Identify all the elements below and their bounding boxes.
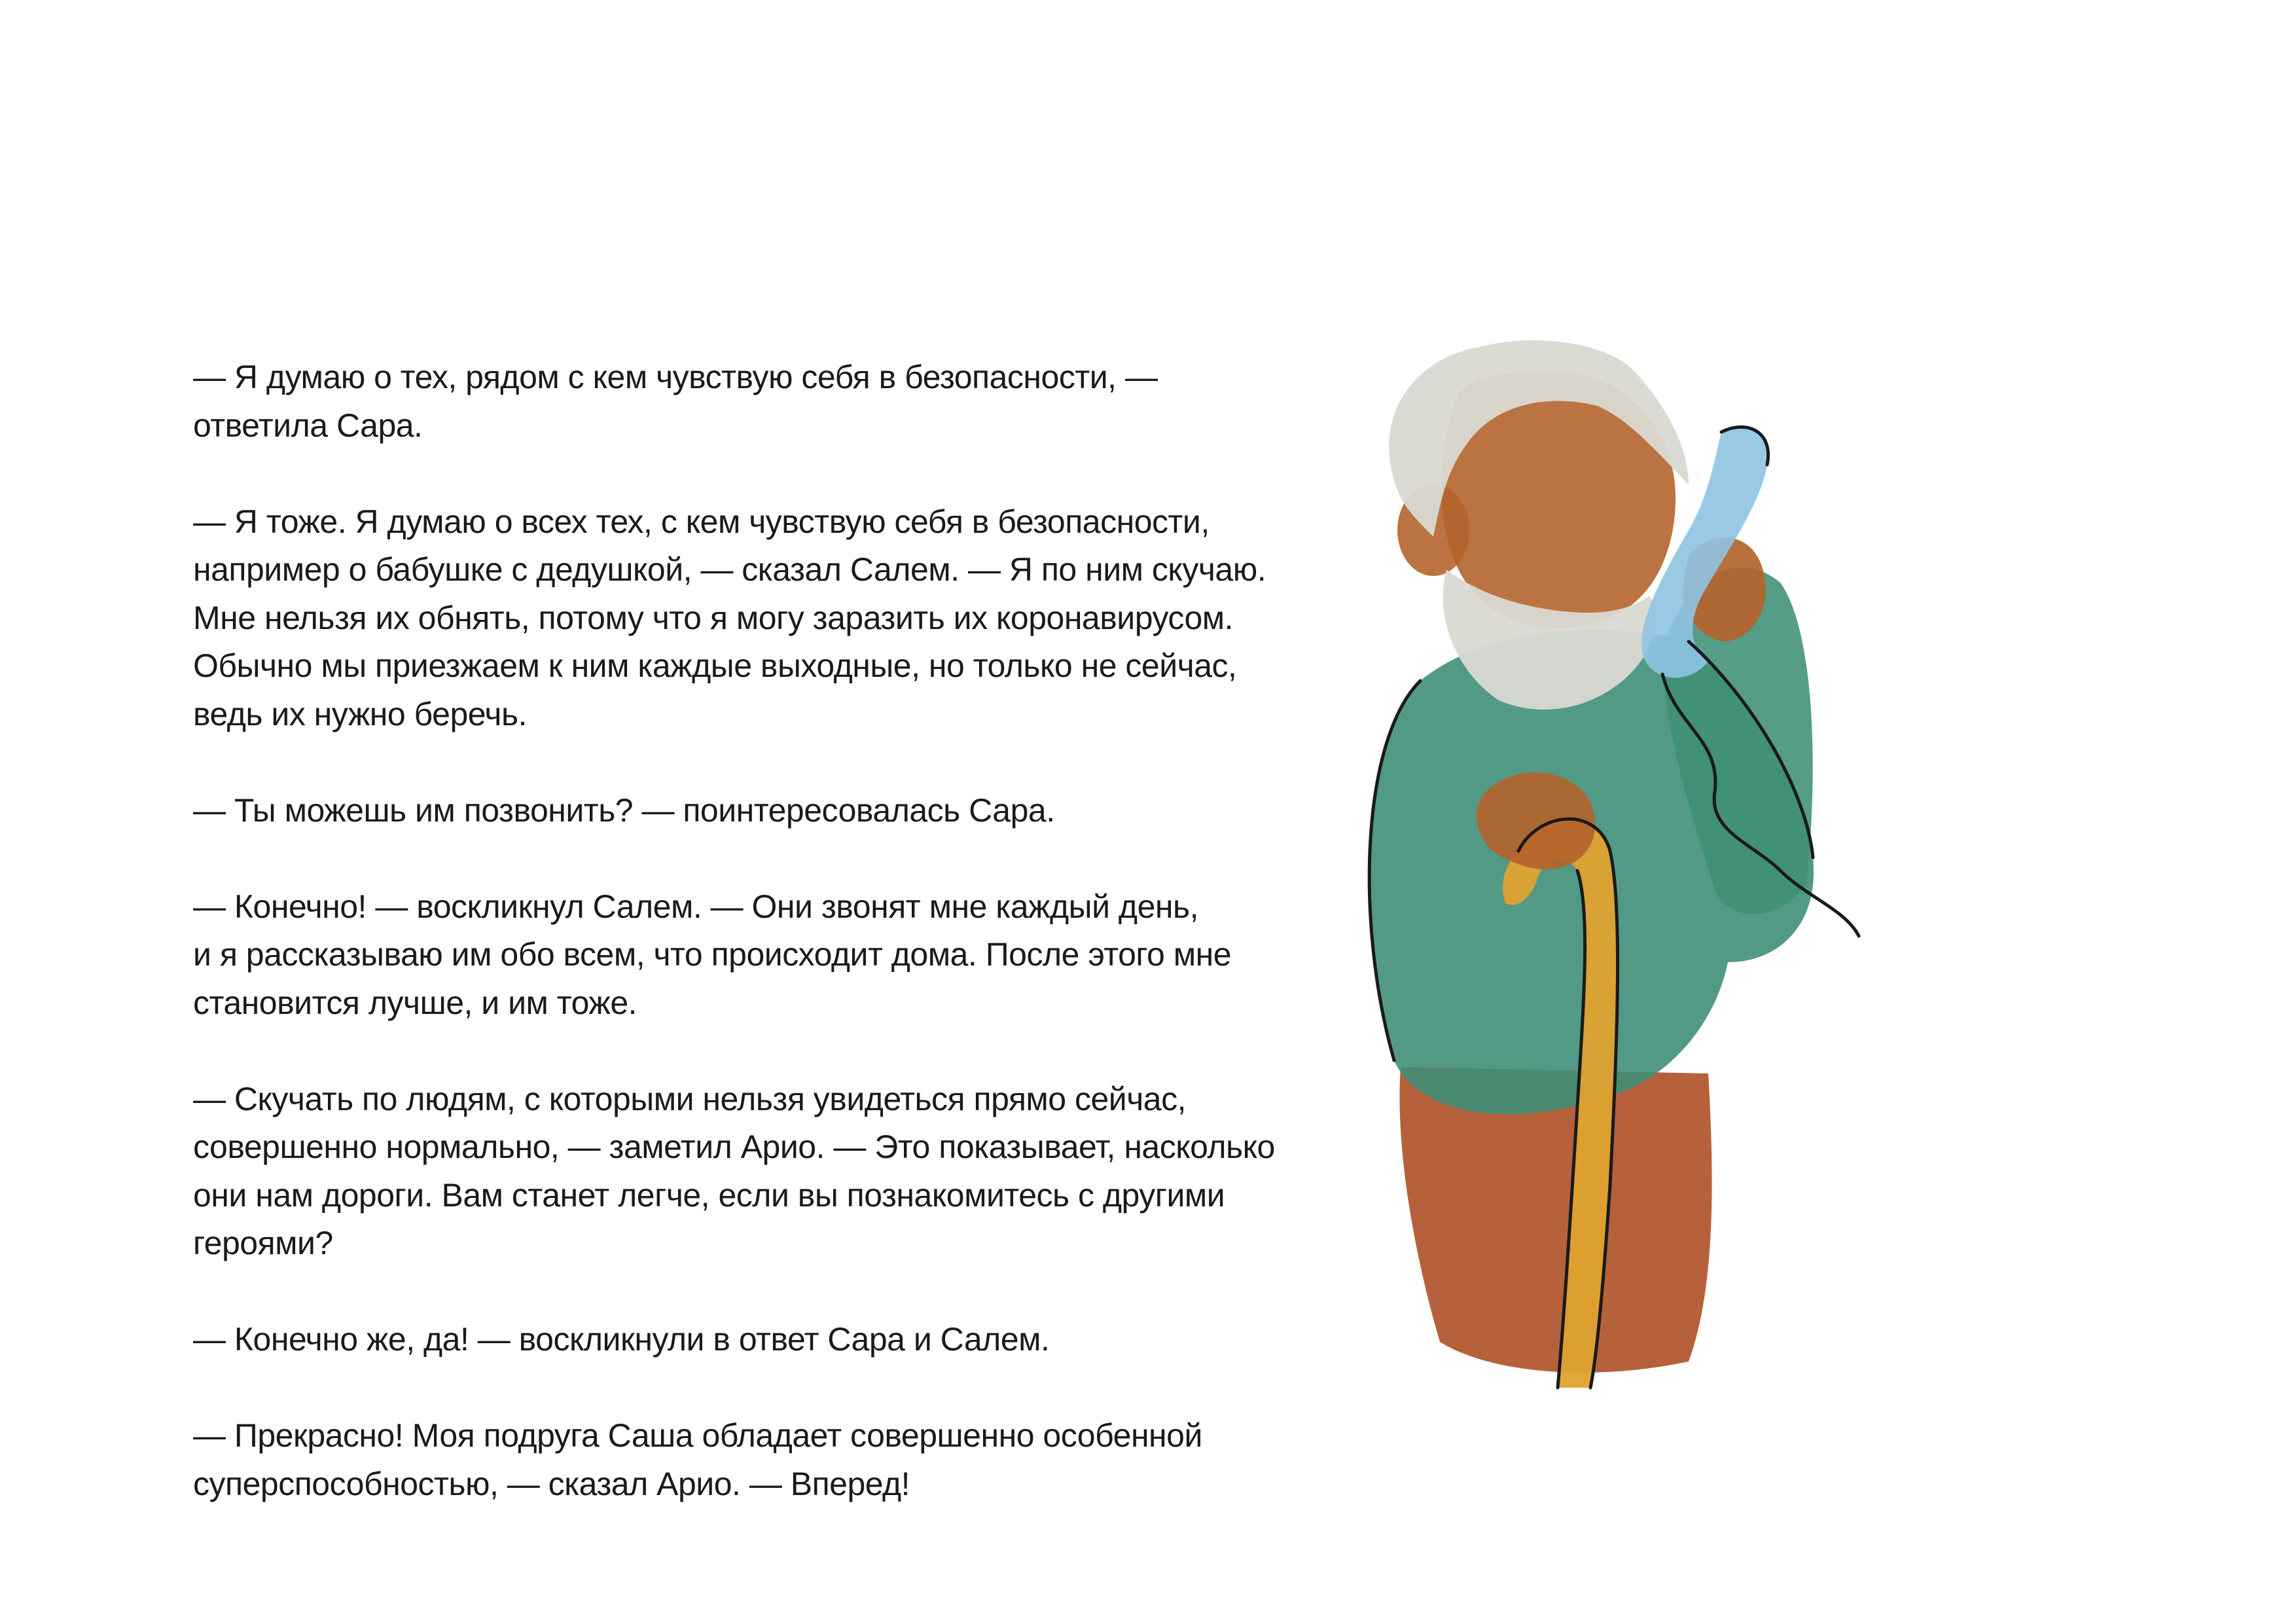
- text-line: ответила Сара.: [193, 406, 423, 444]
- text-line: Мне нельзя их обнять, потому что я могу заразить их коронавирусом.: [193, 599, 1234, 636]
- paragraph-6: [193, 1316, 1214, 1364]
- paragraph-2: [193, 498, 1266, 739]
- text-line: и я рассказываю им обо всем, что происходит дома. После этого мне: [193, 936, 1232, 973]
- text-line: Обычно мы приезжаем к ним каждые выходные, но только не сейчас,: [193, 647, 1237, 684]
- text-line: — Ты можешь им позвонить? — поинтересовалась Сара.: [193, 791, 1055, 829]
- text-line: — Конечно! — воскликнул Салем. — Они звонят мне каждый день,: [193, 888, 1198, 925]
- paragraph-4: [193, 883, 1232, 1028]
- text-line: — Конечно же, да! — воскликнули в ответ Сара и Салем.: [193, 1321, 1050, 1358]
- text-line: — Я думаю о тех, рядом с кем чувствую себя в безопасности, —: [193, 359, 1158, 395]
- paragraph-5: [193, 1075, 1275, 1268]
- text-line: они нам дороги. Вам станет легче, если вы познакомитесь с другими: [193, 1176, 1225, 1214]
- grandfather-illustration: [1322, 334, 1964, 1407]
- paragraph-3: [193, 787, 1214, 835]
- text-line: — Прекрасно! Моя подруга Саша обладает совершенно особенной: [193, 1417, 1202, 1454]
- text-line: совершенно нормально, — заметил Арио. — Это показывает, насколько: [193, 1128, 1275, 1165]
- text-line: становится лучше, и им тоже.: [193, 984, 637, 1021]
- text-line: — Скучать по людям, с которыми нельзя увидеться прямо сейчас,: [193, 1080, 1186, 1117]
- text-line: героями?: [193, 1225, 333, 1261]
- trousers: [1399, 1067, 1712, 1373]
- text-line: — Я тоже. Я думаю о всех тех, с кем чувствую себя в безопасности,: [193, 503, 1210, 540]
- paragraph-1: [193, 353, 1214, 450]
- text-line: суперспособностью, — сказал Арио. — Вперед!: [193, 1465, 910, 1502]
- paragraph-7: [193, 1412, 1214, 1508]
- story-text: [193, 353, 1275, 1557]
- text-line: ведь их нужно беречь.: [193, 695, 527, 732]
- text-line: например о бабушке с дедушкой, — сказал Салем. — Я по ним скучаю.: [193, 551, 1266, 588]
